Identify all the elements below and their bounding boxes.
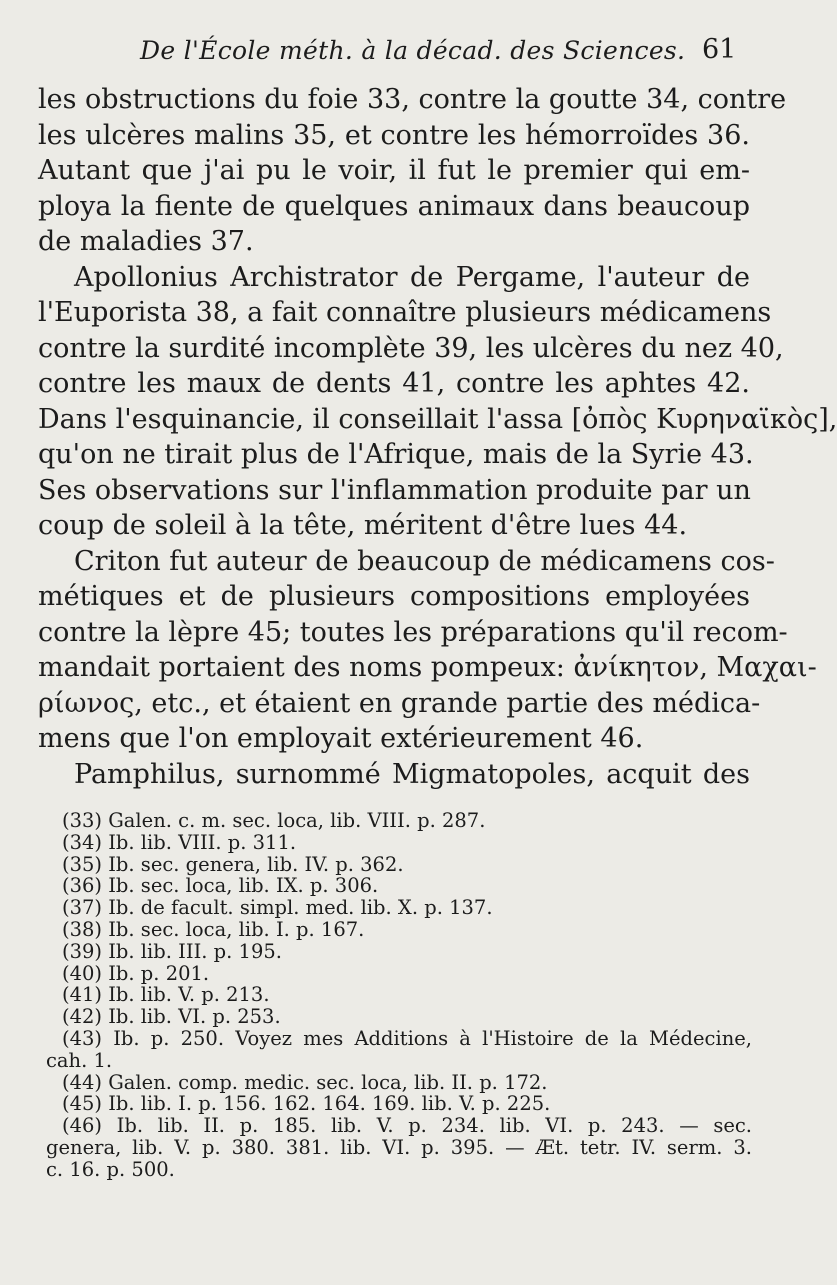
footnote: (40) Ib. p. 201. <box>62 961 210 985</box>
text-line: les obstructions du foie 33, contre la goutte 34, contre <box>38 84 787 115</box>
footnote: (39) Ib. lib. III. p. 195. <box>62 939 282 963</box>
footnote: (37) Ib. de facult. simpl. med. lib. X. p. 137. <box>62 896 493 920</box>
text-line: Dans l'esquinancie, il conseillait l'assa [ὀπὸς Κυρηναϊκὸς], <box>38 403 837 435</box>
text-line: ploya la fiente de quelques animaux dans beaucoup <box>38 190 750 222</box>
footnote: (45) Ib. lib. I. p. 156. 162. 164. 169. lib. V. p. 225. <box>62 1092 551 1116</box>
footnote: (46) Ib. lib. II. p. 185. lib. V. p. 234. lib. VI. p. 243. — sec. <box>62 1114 752 1138</box>
footnote: (35) Ib. sec. genera, lib. IV. p. 362. <box>62 852 404 876</box>
footnote-continuation: c. 16. p. 500. <box>46 1157 175 1181</box>
text-line: qu'on ne tirait plus de l'Afrique, mais de la Syrie 43. <box>38 439 754 470</box>
footnote: (42) Ib. lib. VI. p. 253. <box>62 1005 281 1029</box>
footnote: (41) Ib. lib. V. p. 213. <box>62 983 270 1007</box>
text-line: contre la lèpre 45; toutes les préparations qu'il recom- <box>38 616 788 648</box>
text-line: ρίωνος, etc., et étaient en grande partie des médica- <box>38 687 761 719</box>
footnote-continuation: genera, lib. V. p. 380. 381. lib. VI. p. 395. — Æt. tetr. IV. serm. 3. <box>46 1135 752 1159</box>
footnote: (33) Galen. c. m. sec. loca, lib. VIII. p. 287. <box>62 809 486 832</box>
text-line: de maladies 37. <box>38 226 254 257</box>
body-text <box>38 82 837 792</box>
footnote: (36) Ib. sec. loca, lib. IX. p. 306. <box>62 874 379 898</box>
text-line: coup de soleil à la tête, méritent d'être lues 44. <box>38 510 688 541</box>
footnotes <box>46 809 752 1181</box>
footnote: (43) Ib. p. 250. Voyez mes Additions à l'Histoire de la Médecine, <box>62 1026 752 1050</box>
text-line: contre la surdité incomplète 39, les ulcères du nez 40, <box>38 332 784 364</box>
text-line: Autant que j'ai pu le voir, il fut le premier qui em- <box>38 155 750 186</box>
footnote: (38) Ib. sec. loca, lib. I. p. 167. <box>62 917 365 941</box>
footnote-continuation: cah. 1. <box>46 1048 113 1072</box>
text-line: l'Euporista 38, a fait connaître plusieurs médicamens <box>38 297 772 328</box>
text-line: Criton fut auteur de beaucoup de médicamens cos- <box>74 545 775 577</box>
text-line: mens que l'on employait extérieurement 46. <box>38 723 644 754</box>
footnote: (34) Ib. lib. VIII. p. 311. <box>62 830 297 854</box>
text-line: mandait portaient des noms pompeux: ἀνίκητον, Μαχαι- <box>38 652 817 683</box>
text-line: Ses observations sur l'inflammation produite par un <box>38 474 751 506</box>
text-line: Pamphilus, surnommé Migmatopoles, acquit des <box>74 758 750 790</box>
text-line: métiques et de plusieurs compositions employées <box>38 581 750 612</box>
footnote: (44) Galen. comp. medic. sec. loca, lib. II. p. 172. <box>62 1070 548 1094</box>
text-line: Apollonius Archistrator de Pergame, l'auteur de <box>74 261 750 293</box>
page-number: 61 <box>702 34 737 65</box>
running-title: De l'École méth. à la décad. des Sciences. <box>140 36 686 65</box>
text-line: contre les maux de dents 41, contre les aphtes 42. <box>38 368 750 399</box>
text-line: les ulcères malins 35, et contre les hémorroïdes 36. <box>38 119 750 151</box>
